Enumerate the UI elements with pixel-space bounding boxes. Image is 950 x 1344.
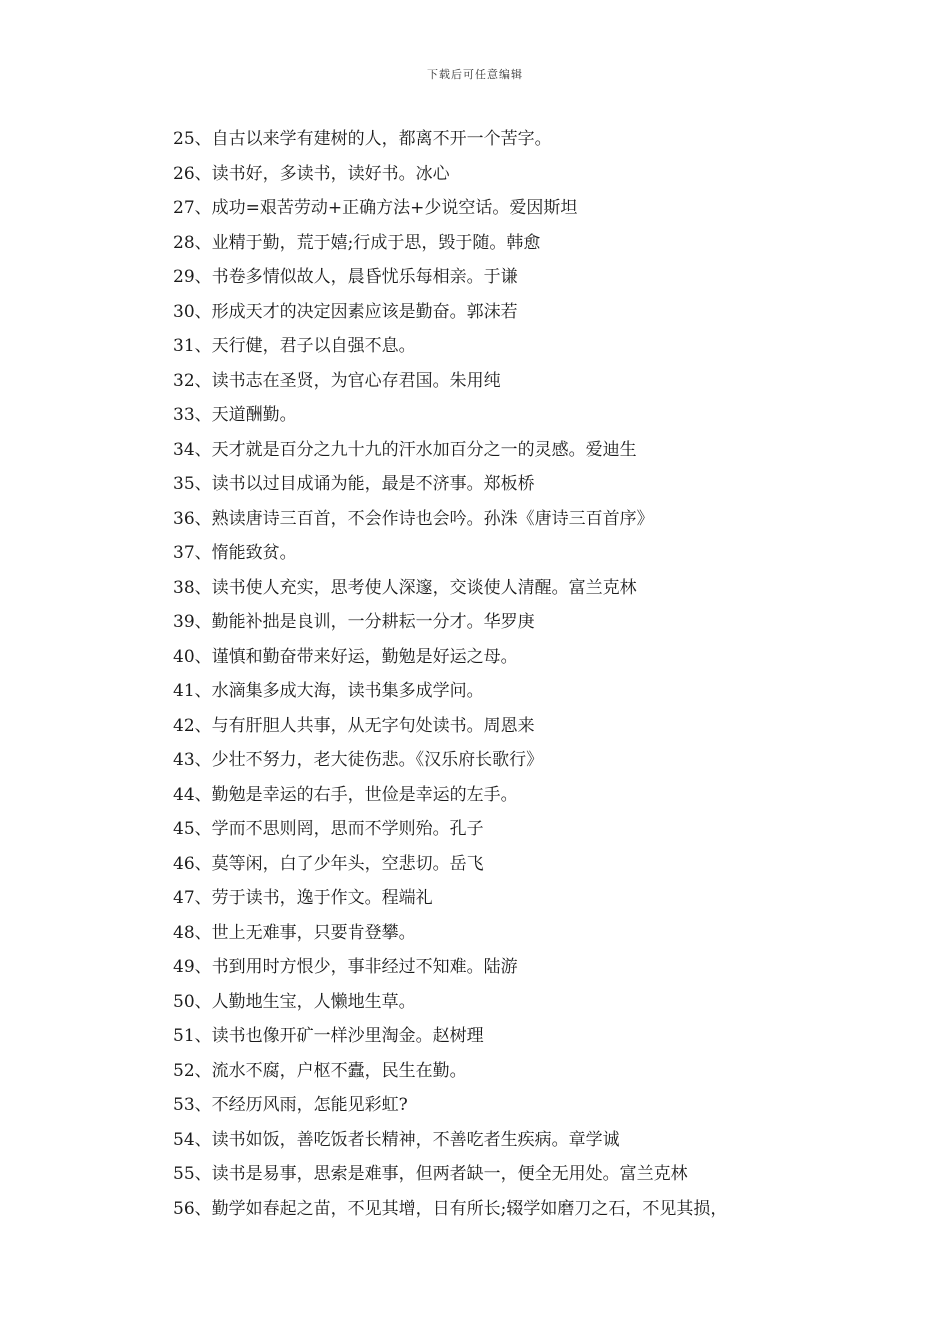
quote-line: 26、读书好，多读书，读好书。冰心 xyxy=(173,163,450,184)
quote-line: 33、天道酬勤。 xyxy=(173,405,297,425)
quote-line: 35、读书以过目成诵为能，最是不济事。郑板桥 xyxy=(173,474,535,494)
quote-line: 36、熟读唐诗三百首，不会作诗也会吟。孙洙《唐诗三百首序》 xyxy=(173,508,654,529)
quote-line: 40、谨慎和勤奋带来好运，勤勉是好运之母。 xyxy=(173,646,518,667)
quote-line: 46、莫等闲，白了少年头，空悲切。岳飞 xyxy=(173,853,484,874)
quote-line: 44、勤勉是幸运的右手，世俭是幸运的左手。 xyxy=(173,784,518,805)
quote-line: 42、与有肝胆人共事，从无字句处读书。周恩来 xyxy=(173,715,535,736)
quote-line: 41、水滴集多成大海，读书集多成学问。 xyxy=(173,681,484,701)
quote-line: 30、形成天才的决定因素应该是勤奋。郭沫若 xyxy=(173,301,518,322)
quote-line: 50、人勤地生宝，人懒地生草。 xyxy=(173,991,416,1012)
quote-line: 49、书到用时方恨少，事非经过不知难。陆游 xyxy=(173,957,518,977)
quote-line: 34、天才就是百分之九十九的汗水加百分之一的灵感。爱迪生 xyxy=(173,439,637,460)
quote-line: 43、少壮不努力，老大徒伤悲。《汉乐府长歌行》 xyxy=(173,750,544,770)
quote-line: 56、勤学如春起之苗，不见其增，日有所长;辍学如磨刀之石，不见其损， xyxy=(173,1198,728,1219)
quote-line: 27、成功=艰苦劳动+正确方法+少说空话。爱因斯坦 xyxy=(173,198,578,218)
quote-list xyxy=(173,122,913,1226)
quote-line: 47、劳于读书，逸于作文。程端礼 xyxy=(173,888,433,908)
quote-line: 45、学而不思则罔，思而不学则殆。孔子 xyxy=(173,819,484,839)
quote-line: 55、读书是易事，思索是难事，但两者缺一，便全无用处。富兰克林 xyxy=(173,1164,688,1184)
quote-line: 31、天行健，君子以自强不息。 xyxy=(173,336,416,356)
page-header: 下载后可任意编辑 xyxy=(427,68,523,81)
quote-line: 32、读书志在圣贤，为官心存君国。朱用纯 xyxy=(173,370,501,391)
quote-line: 51、读书也像开矿一样沙里淘金。赵树理 xyxy=(173,1026,484,1046)
quote-line: 38、读书使人充实，思考使人深邃，交谈使人清醒。富兰克林 xyxy=(173,577,637,598)
quote-line: 53、不经历风雨，怎能见彩虹? xyxy=(173,1095,408,1115)
quote-line: 25、自古以来学有建树的人，都离不开一个苦字。 xyxy=(173,129,552,149)
quote-line: 28、业精于勤，荒于嬉;行成于思，毁于随。韩愈 xyxy=(173,232,541,253)
quote-line: 37、惰能致贫。 xyxy=(173,543,297,563)
quote-line: 52、流水不腐，户枢不蠹，民生在勤。 xyxy=(173,1060,467,1081)
quote-line: 54、读书如饭，善吃饭者长精神，不善吃者生疾病。章学诚 xyxy=(173,1129,620,1150)
quote-line: 39、勤能补拙是良训，一分耕耘一分才。华罗庚 xyxy=(173,612,535,632)
quote-line: 48、世上无难事，只要肯登攀。 xyxy=(173,922,416,943)
quote-line: 29、书卷多情似故人，晨昏忧乐每相亲。于谦 xyxy=(173,267,518,287)
